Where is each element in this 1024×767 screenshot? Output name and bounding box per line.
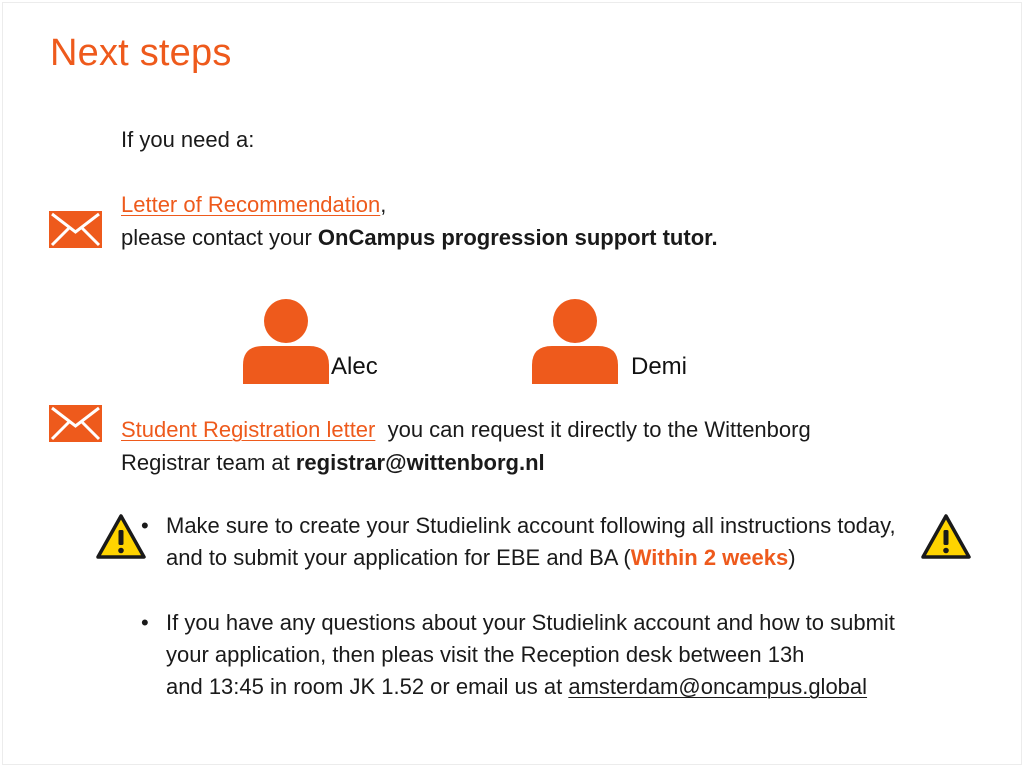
page-title: Next steps <box>50 32 232 74</box>
bullet-2-line-3 <box>166 671 867 703</box>
registration-line-2 <box>121 447 545 479</box>
contact-tutor: OnCampus progression support tutor. <box>317 225 718 250</box>
deadline-highlight: Within 2 weeks <box>630 545 789 570</box>
tutor-name-alec: Alec <box>331 353 378 380</box>
registration-rest: you can request it directly to the Wittenborg <box>375 417 811 442</box>
contact-line <box>121 222 718 254</box>
recommendation-comma: , <box>380 192 387 217</box>
bullet-2-line-1: If you have any questions about your Studielink account and how to submit <box>166 610 895 635</box>
warning-icon <box>95 513 147 561</box>
intro-text: If you need a: <box>121 127 255 152</box>
tutor-name-demi: Demi <box>631 353 688 380</box>
bullet-2-line-3-prefix: and 13:45 in room JK 1.52 or email us at <box>166 674 569 699</box>
contact-prefix: please contact your <box>121 225 318 250</box>
bullet-1-line-2-prefix: and to submit your application for EBE and BA ( <box>166 545 631 570</box>
bullet-1-marker: • <box>141 513 149 538</box>
bullet-2-line-2: your application, then pleas visit the Reception desk between 13h <box>166 642 805 667</box>
student-registration-letter-link[interactable]: Student Registration letter <box>121 417 376 442</box>
registrar-prefix: Registrar team at <box>121 450 296 475</box>
recommendation-line <box>121 189 386 221</box>
bullet-2-marker: • <box>141 610 149 635</box>
bullet-1-line-2 <box>166 542 796 574</box>
warning-icon <box>920 513 972 561</box>
letter-of-recommendation-link[interactable]: Letter of Recommendation <box>121 192 381 217</box>
registrar-email[interactable]: registrar@wittenborg.nl <box>295 450 545 475</box>
registration-line-1 <box>121 414 811 446</box>
person-icon <box>243 299 329 384</box>
person-icon <box>532 299 618 384</box>
envelope-icon <box>49 211 102 248</box>
oncampus-email-link[interactable]: amsterdam@oncampus.global <box>568 674 868 699</box>
envelope-icon <box>49 405 102 442</box>
bullet-1-line-1: Make sure to create your Studielink account following all instructions today, <box>166 513 896 538</box>
bullet-1-line-2-suffix: ) <box>788 545 796 570</box>
